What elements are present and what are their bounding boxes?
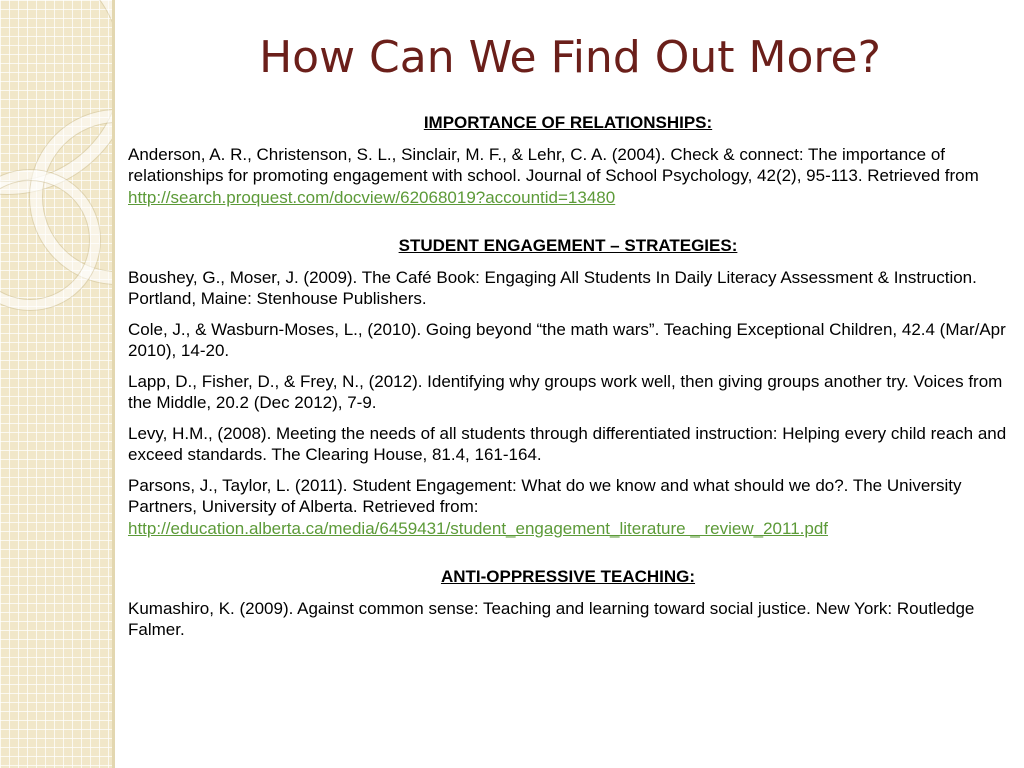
reference-text: Lapp, D., Fisher, D., & Frey, N., (2012). Identifying why groups work well, then giving groups another try. Voices from the Middle, 20.2 (Dec 2012), 7-9. (128, 371, 1003, 412)
slide-content (128, 112, 1008, 650)
reference-text: Anderson, A. R., Christenson, S. L., Sinclair, M. F., & Lehr, C. A. (2004). Check & connect: The importance of relationships for promoting engagement with school. Journal of School Psychology, 42(2), 95-113. Retrieved from (128, 144, 979, 185)
reference-text: Levy, H.M., (2008). Meeting the needs of all students through differentiated instruction: Helping every child reach and exceed standards. The Clearing House, 81.4, 161-164. (128, 423, 1007, 464)
reference-item (128, 319, 1008, 362)
reference-text: Cole, J., & Wasburn-Moses, L., (2010). Going beyond “the math wars”. Teaching Exceptional Children, 42.4 (Mar/Apr 2010), 14-20. (128, 319, 1006, 360)
decorative-side-panel (0, 0, 112, 768)
reference-link[interactable]: http://search.proquest.com/docview/62068019?accountid=13480 (128, 187, 616, 207)
reference-item (128, 144, 1008, 209)
reference-item (128, 598, 1008, 641)
section-heading: ANTI-OPPRESSIVE TEACHING: (440, 567, 696, 586)
reference-item (128, 423, 1008, 466)
side-panel-edge (112, 0, 115, 768)
reference-link[interactable]: http://education.alberta.ca/media/6459431/student_engagement_literature _ review_2011.pdf (128, 518, 829, 538)
reference-item (128, 267, 1008, 310)
section-relationships (128, 112, 1008, 208)
section-anti-oppressive (128, 566, 1008, 641)
reference-item (128, 371, 1008, 414)
reference-item (128, 475, 1008, 540)
section-heading: IMPORTANCE OF RELATIONSHIPS: (423, 113, 713, 132)
reference-text: Kumashiro, K. (2009). Against common sense: Teaching and learning toward social justice. New York: Routledge Falmer. (128, 598, 975, 639)
slide-title: How Can We Find Out More? (259, 32, 881, 83)
section-strategies (128, 235, 1008, 539)
reference-text: Parsons, J., Taylor, L. (2011). Student Engagement: What do we know and what should we do?. The University Partners, University of Alberta. Retrieved from: (128, 475, 962, 516)
reference-text: Boushey, G., Moser, J. (2009). The Café Book: Engaging All Students In Daily Literacy Assessment & Instruction. Portland, Maine: Stenhouse Publishers. (128, 267, 977, 308)
section-heading: STUDENT ENGAGEMENT – STRATEGIES: (398, 236, 738, 255)
